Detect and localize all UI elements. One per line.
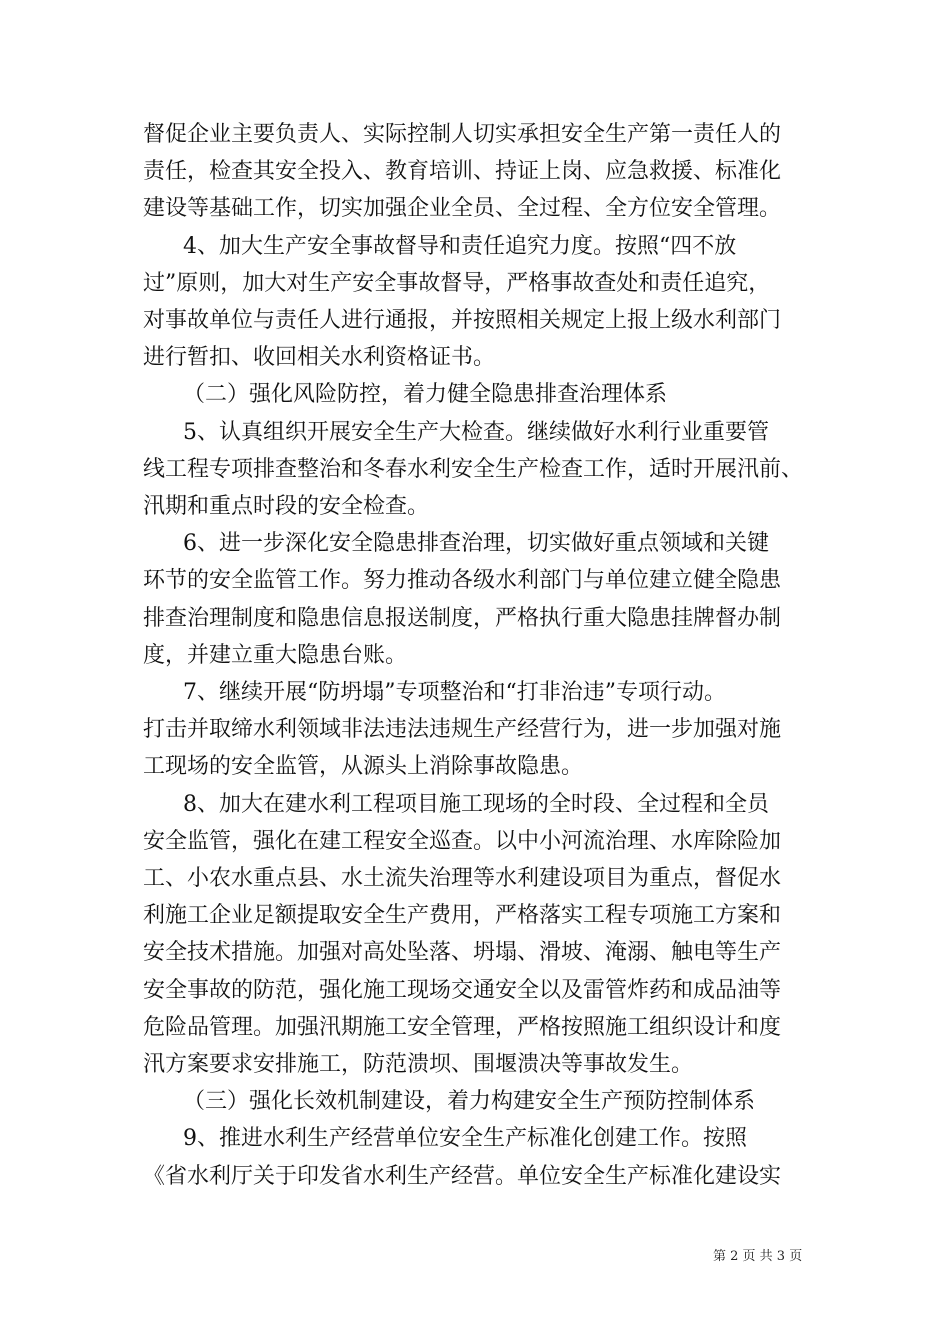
text-line: 督促企业主要负责人、实际控制人切实承担安全生产第一责任人的	[143, 122, 782, 147]
paragraph-first-line: 5、认真组织开展安全生产大检查。继续做好水利行业重要管	[183, 420, 769, 445]
text-line: 安全监管，强化在建工程安全巡查。以中小河流治理、水库除险加	[143, 829, 782, 854]
text-line: 打击并取缔水利领域非法违法违规生产经营行为，进一步加强对施	[143, 717, 782, 742]
paragraph-first-line: 9、推进水利生产经营单位安全生产标准化创建工作。按照	[183, 1126, 747, 1151]
text-line: 安全事故的防范，强化施工现场交通安全以及雷管炸药和成品油等	[143, 978, 782, 1003]
text-line: 过”原则，加大对生产安全事故督导，严格事故查处和责任追究，	[143, 271, 771, 296]
text-line: 度，并建立重大隐患台账。	[143, 643, 408, 668]
paragraph-first-line: 7、继续开展“防坍塌”专项整治和“打非治违”专项行动。	[183, 680, 726, 705]
text-line: 进行暂扣、收回相关水利资格证书。	[143, 345, 496, 370]
text-line: 汛方案要求安排施工，防范溃坝、围堰溃决等事故发生。	[143, 1052, 694, 1077]
paragraph-first-line: 4、加大生产安全事故督导和责任追究力度。按照“四不放	[183, 234, 737, 259]
text-line: 利施工企业足额提取安全生产费用，严格落实工程专项施工方案和	[143, 903, 782, 928]
paragraph-first-line: 8、加大在建水利工程项目施工现场的全时段、全过程和全员	[183, 792, 769, 817]
text-line: 工、小农水重点县、水土流失治理等水利建设项目为重点，督促水	[143, 866, 782, 891]
text-line: 责任，检查其安全投入、教育培训、持证上岗、应急救援、标准化	[143, 159, 782, 184]
text-line: 线工程专项排查整治和冬春水利安全生产检查工作，适时开展汛前、	[143, 457, 804, 482]
text-line: 排查治理制度和隐患信息报送制度，严格执行重大隐患挂牌督办制	[143, 606, 782, 631]
text-line: 汛期和重点时段的安全检查。	[143, 494, 430, 519]
paragraph-first-line: 6、进一步深化安全隐患排查治理，切实做好重点领域和关键	[183, 531, 769, 556]
text-line: 对事故单位与责任人进行通报，并按照相关规定上报上级水利部门	[143, 308, 782, 333]
text-line: 《省水利厅关于印发省水利生产经营。单位安全生产标准化建设实	[143, 1164, 782, 1189]
page-number-footer: 第 2 页 共 3 页	[713, 1249, 803, 1264]
text-line: 建设等基础工作，切实加强企业全员、全过程、全方位安全管理。	[143, 196, 782, 221]
paragraph-first-line: （二）强化风险防控，着力健全隐患排查治理体系	[183, 382, 668, 407]
text-line: 工现场的安全监管，从源头上消除事故隐患。	[143, 754, 584, 779]
text-line: 危险品管理。加强汛期施工安全管理，严格按照施工组织设计和度	[143, 1015, 782, 1040]
text-line: 安全技术措施。加强对高处坠落、坍塌、滑坡、淹溺、触电等生产	[143, 940, 782, 965]
paragraph-first-line: （三）强化长效机制建设，着力构建安全生产预防控制体系	[183, 1089, 756, 1114]
text-line: 环节的安全监管工作。努力推动各级水利部门与单位建立健全隐患	[143, 568, 782, 593]
